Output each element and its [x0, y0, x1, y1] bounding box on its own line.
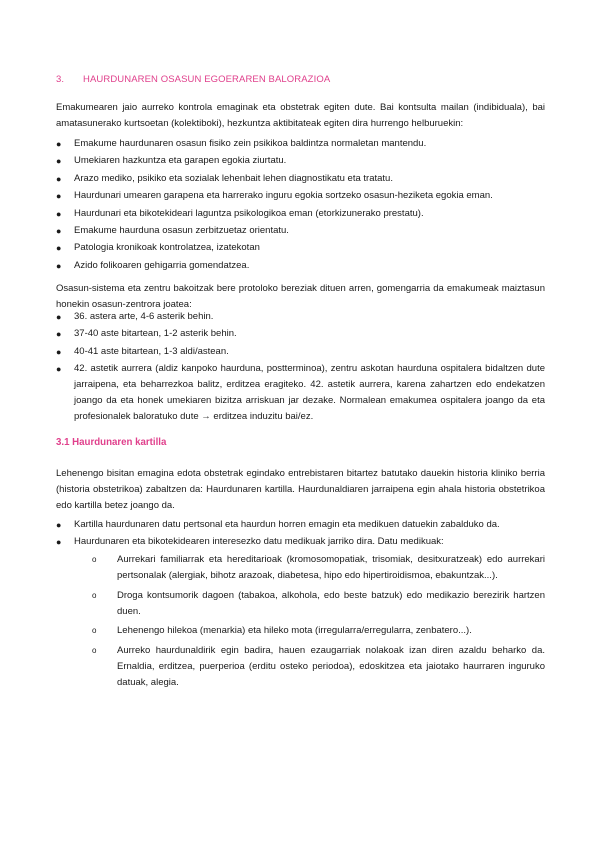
card-list: [56, 517, 545, 694]
bullet-icon: ●: [56, 191, 62, 202]
card-intro-paragraph: Lehenengo bisitan emagina edota obstetrak egindako entrebistaren bitartez batutako dauekin historia kliniko berria (historia obstetrikoa) zabaltzen da: Haurdunaren kartilla. Haurdunaldiaren jarraipena egin ahala historia obstetrikoa edo kartilla betez joango da.: [56, 468, 545, 511]
section-number: 3.: [56, 74, 65, 85]
medical-data-list: [74, 552, 545, 691]
bullet-icon: ●: [56, 173, 62, 184]
subsection-title: 3.1 Haurdunaren kartilla: [56, 437, 167, 448]
circle-bullet-icon: o: [92, 555, 97, 565]
bullet-icon: ●: [56, 208, 62, 219]
list-item: ● Haurdunari umearen garapena eta harrerako inguru egokia sortzeko osasun-heziketa egokia eman.: [56, 188, 545, 204]
circle-bullet-icon: o: [92, 645, 97, 655]
list-item: ● Azido folikoaren gehigarria gomendatzea.: [56, 258, 545, 274]
list-item: ● Patologia kronikoak kontrolatzea, izatekotan: [56, 240, 545, 256]
list-item: ● 42. astetik aurrera (aldiz kanpoko haurduna, postterminoa), zentru askotan haurduna ospitalera bidaltzen dute jarraipena, eta beharrezkoa balitz, erditzea eragiteko. 42. astetik aurrera, karena zahartzen edo endekatzen joango da eta honek umekiaren bizitza arriskuan jar dezake. Normalean emakumea ospitalera joango da eta profesionalek baloratuko dute → erditzea induzitu bai/ez.: [56, 363, 545, 423]
bullet-icon: ●: [56, 364, 62, 375]
sub-list-item: o Aurreko haurdunaldirik egin badira, hauen ezaugarriak nolakoak izan diren azaldu beharko da. Ernaldia, erditzea, puerperioa (erditu osteko periodoa), edoskitzea eta jaiotako haurraren inguruko datuak, alegia.: [92, 644, 545, 688]
bullet-icon: ●: [56, 243, 62, 254]
list-item: ● Umekiaren hazkuntza eta garapen egokia ziurtatu.: [56, 153, 545, 169]
sub-list-item: o Droga kontsumorik dagoen (tabakoa, alkohola, edo beste batzuk) edo medikazio berezirik hartzen duen.: [92, 589, 545, 617]
circle-bullet-icon: o: [92, 590, 97, 600]
intro-paragraph: Emakumearen jaio aurreko kontrola emaginak eta obstetrak egiten dute. Bai kontsulta mailan (indibiduala), bai amatasunerako kurtsoetan (kolektiboki), hezkuntza aktibitateak egiten dira hurrengo helburuekin:: [56, 102, 545, 129]
list-item: ● Arazo mediko, psikiko eta sozialak lehenbait lehen diagnostikatu eta tratatu.: [56, 171, 545, 187]
sub-list-item: o Aurrekari familiarrak eta hereditarioak (kromosomopatiak, trisomiak, desitxuratzeak) edo aurrekari pertsonalak (alergiak, bihotz arazoak, diabetesa, hipo edo hipertiroidismoa, ebakuntzak...).: [92, 554, 545, 582]
bullet-icon: ●: [56, 329, 62, 340]
list-item: ● Haurdunari eta bikotekideari laguntza psikologikoa eman (etorkizunerako prestatu).: [56, 206, 545, 222]
bullet-icon: ●: [56, 139, 62, 149]
goals-list: [56, 136, 545, 275]
list-item: ● 36. astera arte, 4-6 asterik behin.: [56, 309, 545, 325]
bullet-icon: ●: [56, 537, 62, 548]
circle-bullet-icon: o: [92, 626, 97, 636]
list-item: ● Emakume haurduna osasun zerbitzuetaz orientatu.: [56, 223, 545, 239]
list-item: ● Kartilla haurdunaren datu pertsonal eta haurdun horren emagin eta medikuen datuekin zabalduko da.: [56, 517, 545, 533]
list-item: ● Emakume haurdunaren osasun fisiko zein psikikoa baldintza normaletan mantendu.: [56, 136, 545, 152]
visits-list: [56, 309, 545, 427]
bullet-icon: ●: [56, 520, 62, 530]
sub-list-item: o Lehenengo hilekoa (menarkia) eta hileko mota (irregularra/erregularra, zenbatero...).: [74, 623, 545, 639]
list-item: ● Haurdunaren eta bikotekidearen interesezko datu medikuak jarriko dira. Datu medikuak: o Aurrekari familiarrak eta hereditarioak (kromosomopatiak, trisomiak, desitxuratzeak) edo aurrekari pertsonalak (alergiak, bihotz arazoak, diabetesa, hipo edo hipertiroidismoa, ebakuntzak...). o Droga kontsumorik dagoen (tabakoa, alkohola, edo beste batzuk) edo medikazio berezirik hartzen duen. o Lehenengo hilekoa (menarkia) eta hileko mota (irregularra/erregularra, zenbatero...). o Aurreko haurdunaldirik egin badira, hauen ezaugarriak nolakoak izan diren azaldu beharko da. Ernaldia, erditzea, puerperioa (erditu osteko periodoa), edoskitzea eta jaiotako haurraren inguruko datuak, alegia.: [56, 534, 545, 691]
section-title: HAURDUNAREN OSASUN EGOERAREN BALORAZIOA: [83, 74, 331, 85]
section-heading: [56, 74, 330, 85]
bullet-icon: ●: [56, 156, 62, 167]
bullet-icon: ●: [56, 225, 62, 236]
list-item: ● 37-40 aste bitartean, 1-2 asterik behin.: [56, 326, 545, 342]
bullet-icon: ●: [56, 346, 62, 357]
bullet-icon: ●: [56, 312, 62, 322]
visits-intro-paragraph: Osasun-sistema eta zentru bakoitzak bere protoloko bereziak dituen arren, gomengarria da emakumeak maiztasun honekin osasun-zentrora joatea:: [56, 283, 545, 310]
bullet-icon: ●: [56, 260, 62, 271]
list-item: ● 40-41 aste bitartean, 1-3 aldi/astean.: [56, 344, 545, 360]
